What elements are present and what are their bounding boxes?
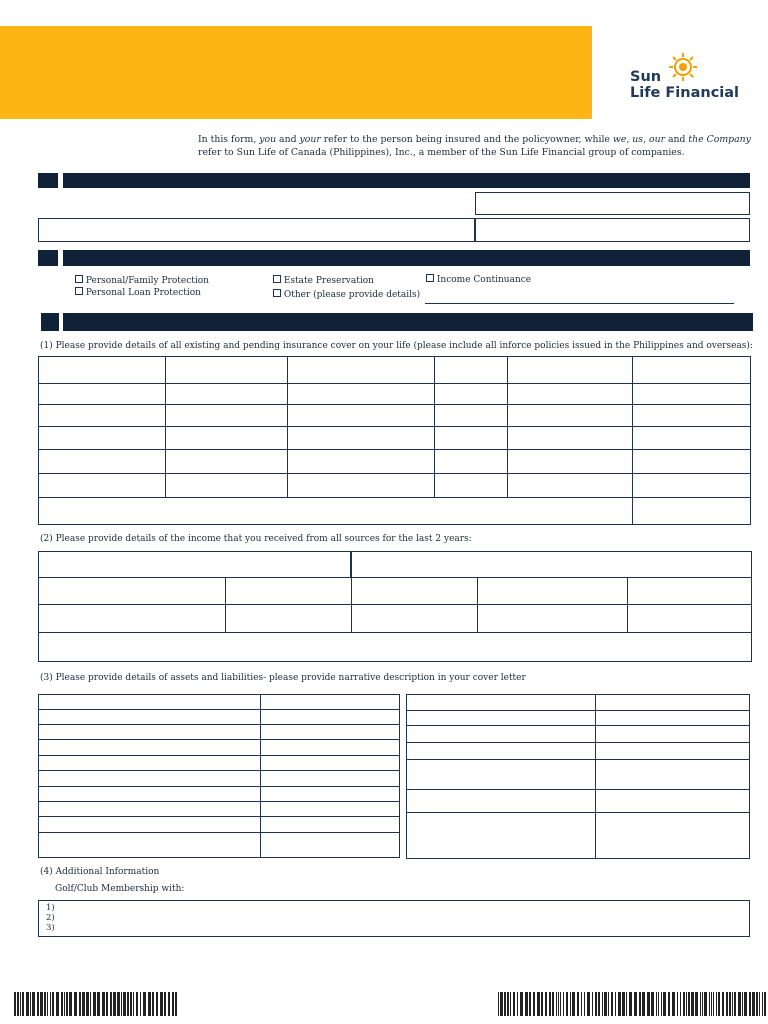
sun-life-logo	[628, 52, 754, 104]
checkbox[interactable]	[426, 274, 434, 282]
section-2-number-bar	[38, 250, 58, 266]
barcode-left	[14, 992, 178, 1016]
list-item: 1)	[46, 903, 55, 913]
question-4-text: (4) Additional Information	[40, 867, 160, 877]
field-box-1[interactable]	[475, 192, 750, 215]
checkbox[interactable]	[75, 275, 83, 283]
question-3-text: (3) Please provide details of assets and liabilities- please provide narrative description in your cover letter	[40, 673, 526, 683]
liabilities-table	[406, 694, 750, 859]
field-box-3[interactable]	[475, 218, 750, 242]
field-box-2[interactable]	[38, 218, 475, 242]
table-row	[39, 450, 751, 474]
purpose-option[interactable]: Other (please provide details)	[273, 289, 420, 300]
table-row	[39, 427, 751, 450]
checkbox[interactable]	[75, 287, 83, 295]
existing-insurance-table	[38, 356, 751, 525]
income-table	[38, 551, 752, 662]
list-item: 2)	[46, 913, 55, 923]
other-details-line[interactable]	[425, 303, 734, 304]
header-banner	[0, 26, 592, 119]
table-row	[39, 357, 751, 384]
section-3-number-bar	[41, 313, 59, 331]
question-2-text: (2) Please provide details of the income that you received from all sources for the last 2 years:	[40, 534, 472, 544]
table-row	[39, 605, 752, 633]
checkbox[interactable]	[273, 289, 281, 297]
purpose-option[interactable]: Personal Loan Protection	[75, 287, 201, 298]
list-item: 3)	[46, 923, 55, 933]
assets-table	[38, 694, 400, 858]
section-1-number-bar	[38, 173, 58, 188]
section-2-title-bar	[63, 250, 750, 266]
barcode-right	[498, 992, 768, 1016]
table-row	[39, 384, 751, 405]
section-3-title-bar	[63, 313, 753, 331]
checkbox[interactable]	[273, 275, 281, 283]
question-4-subtext: Golf/Club Membership with:	[55, 884, 185, 894]
table-row	[39, 405, 751, 427]
logo-text-sun: Sun	[630, 69, 662, 85]
logo-text-life-financial: Life Financial	[630, 85, 740, 101]
sun-logo-icon	[668, 52, 698, 82]
table-row	[39, 474, 751, 498]
question-1-text: (1) Please provide details of all existing and pending insurance cover on your life (please include all inforce policies issued in the Philippines and overseas):	[40, 341, 753, 351]
intro-text: In this form, you and your refer to the person being insured and the policyowner, while we, us, our and the Company refer to Sun Life of Canada (Philippines), Inc., a member of the Sun Life Financial group of companies.	[198, 134, 751, 158]
purpose-option[interactable]: Personal/Family Protection	[75, 275, 209, 286]
table-row-total	[39, 498, 751, 525]
section-1-title-bar	[63, 173, 750, 188]
table-row	[39, 633, 752, 662]
table-row	[39, 578, 752, 605]
purpose-option[interactable]: Estate Preservation	[273, 275, 374, 286]
club-membership-box[interactable]	[38, 900, 750, 937]
purpose-option[interactable]: Income Continuance	[426, 274, 531, 285]
table-row	[39, 552, 752, 578]
